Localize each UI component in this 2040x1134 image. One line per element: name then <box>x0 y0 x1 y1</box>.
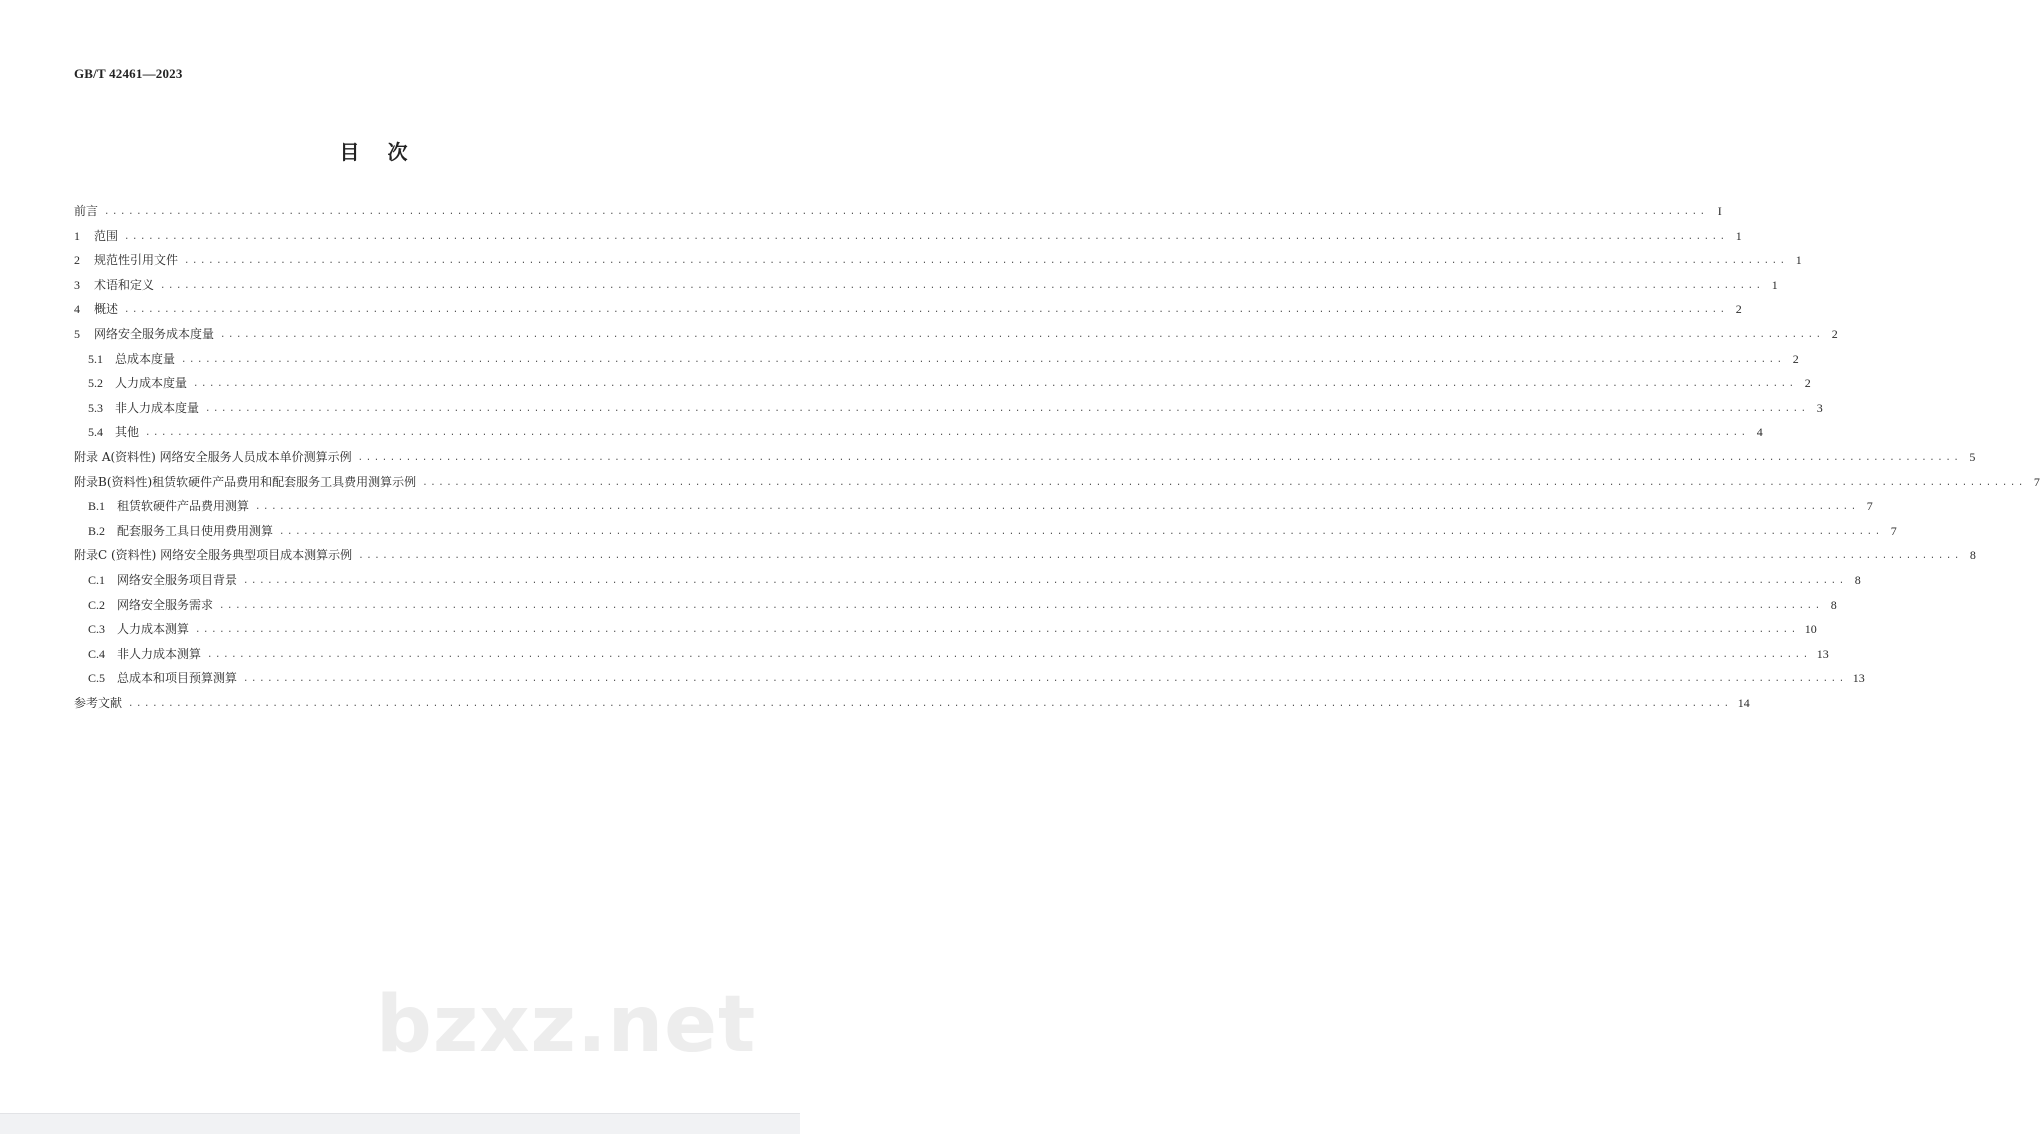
toc-entry-number: C.3 <box>88 622 106 637</box>
toc-entry-page: 8 <box>1854 572 1861 587</box>
toc-dot-leader: ........................................................................................................................................................................................................ <box>160 280 1764 291</box>
toc-entry-label: 人力成本度量 <box>115 376 188 391</box>
toc-entry-page: I <box>1717 204 1722 218</box>
toc-dot-leader: ........................................................................................................................................................................................................ <box>128 698 1732 709</box>
toc-dot-leader: ........................................................................................................................................................................................................ <box>422 477 2026 488</box>
toc-entry-page: 8 <box>1830 597 1837 612</box>
toc-entry-page: 1 <box>1795 253 1802 268</box>
toc-entry-number: 3 <box>74 277 80 292</box>
toc-entry[interactable] <box>74 300 1742 325</box>
toc-entry[interactable] <box>74 325 1838 350</box>
viewer-bottom-bar <box>0 1113 800 1134</box>
toc-entry-number: 5.3 <box>88 400 103 415</box>
toc-dot-leader: ........................................................................................................................................................................................................ <box>195 625 1799 636</box>
toc-dot-leader: ........................................................................................................................................................................................................ <box>181 354 1785 365</box>
toc-entry[interactable] <box>74 276 1778 301</box>
toc-dot-leader: ........................................................................................................................................................................................................ <box>358 551 1962 562</box>
toc-entry-page: 13 <box>1816 646 1829 661</box>
toc-entry[interactable] <box>74 374 1811 399</box>
toc-entry-number: 1 <box>74 228 80 243</box>
toc-entry-label: 规范性引用文件 <box>94 253 179 268</box>
toc-dot-leader: ........................................................................................................................................................................................................ <box>205 403 1809 414</box>
toc-dot-leader: ........................................................................................................................................................................................................ <box>243 674 1847 685</box>
toc-title: 目次 <box>339 140 436 164</box>
toc-dot-leader: ........................................................................................................................................................................................................ <box>104 207 1708 217</box>
toc-entry-page: 7 <box>1890 523 1897 538</box>
toc-entry-page: 2 <box>1792 351 1799 366</box>
toc-entry-page: 7 <box>2033 474 2040 489</box>
toc-entry[interactable] <box>74 694 1750 719</box>
toc-entry-number: 4 <box>74 302 80 317</box>
toc-entry-label: 前言 <box>74 204 99 218</box>
toc-entry-label: 附录C (资料性) 网络安全服务典型项目成本测算示例 <box>74 548 353 563</box>
toc-entry-label: 附录B(资料性)租赁软硬件产品费用和配套服务工具费用测算示例 <box>74 474 417 489</box>
toc-entry-label: 网络安全服务需求 <box>117 597 214 612</box>
toc-dot-leader: ........................................................................................................................................................................................................ <box>193 379 1797 390</box>
toc-entry[interactable] <box>74 202 1722 227</box>
toc-entry-label: 非人力成本测算 <box>117 646 202 661</box>
toc-entry-number: C.4 <box>88 646 106 661</box>
document-code: GB/T 42461—2023 <box>74 66 183 81</box>
toc-entry[interactable] <box>74 423 1763 448</box>
toc-entry-number: 2 <box>74 253 80 268</box>
toc-entry-page: 2 <box>1804 376 1811 391</box>
toc-entry-page: 14 <box>1737 695 1750 710</box>
toc-entry-number: C.1 <box>88 572 106 587</box>
toc-entry-number: B.1 <box>88 499 106 514</box>
toc-dot-leader: ........................................................................................................................................................................................................ <box>145 428 1749 439</box>
toc-entry[interactable] <box>74 571 1861 596</box>
toc-entry[interactable] <box>74 350 1799 375</box>
toc-entry-label: 概述 <box>94 302 119 317</box>
toc-entry-label: 附录 A(资料性) 网络安全服务人员成本单价测算示例 <box>74 449 352 464</box>
toc-entry[interactable] <box>74 522 1897 547</box>
toc-entry-page: 5 <box>1969 449 1976 464</box>
toc-dot-leader: ........................................................................................................................................................................................................ <box>357 452 1962 463</box>
toc-entry[interactable] <box>74 645 1829 670</box>
toc-dot-leader: ........................................................................................................................................................................................................ <box>124 305 1728 316</box>
toc-entry[interactable] <box>74 473 2040 498</box>
toc-entry[interactable] <box>74 227 1742 252</box>
toc-entry-label: 网络安全服务项目背景 <box>117 572 238 587</box>
toc-entry-label: 总成本和项目预算测算 <box>117 671 238 686</box>
toc-entry-number: C.2 <box>88 597 106 612</box>
toc-entry[interactable] <box>74 546 1976 571</box>
toc-dot-leader: ........................................................................................................................................................................................................ <box>124 231 1728 242</box>
toc-entry-label: 非人力成本度量 <box>115 400 200 415</box>
toc-dot-leader: ........................................................................................................................................................................................................ <box>220 329 1824 340</box>
toc-entry-label: 参考文献 <box>74 695 123 710</box>
toc-dot-leader: ........................................................................................................................................................................................................ <box>207 649 1811 660</box>
toc-entry-page: 4 <box>1756 425 1763 440</box>
toc-entry-number: B.2 <box>88 523 106 538</box>
toc-entry-page: 2 <box>1735 302 1742 317</box>
toc-entry-label: 总成本度量 <box>115 351 176 366</box>
toc-dot-leader: ........................................................................................................................................................................................................ <box>255 502 1859 513</box>
toc-entry[interactable] <box>74 251 1802 276</box>
toc-entry-page: 8 <box>1969 548 1976 563</box>
toc-entry-number: 5 <box>74 326 80 341</box>
toc-entry-label: 其他 <box>115 425 140 440</box>
toc-entry-label: 术语和定义 <box>94 277 155 292</box>
toc-entry[interactable] <box>74 620 1817 645</box>
watermark: bzxz.net <box>376 980 757 1070</box>
toc-dot-leader: ........................................................................................................................................................................................................ <box>243 575 1847 586</box>
toc-entry[interactable] <box>74 596 1837 621</box>
toc-dot-leader: ........................................................................................................................................................................................................ <box>184 256 1788 267</box>
toc-entry[interactable] <box>74 399 1823 424</box>
toc-entry-label: 配套服务工具日使用费用测算 <box>117 523 274 538</box>
table-of-contents <box>74 202 2040 718</box>
toc-entry-number: 5.4 <box>88 425 103 440</box>
toc-entry-page: 13 <box>1852 671 1865 686</box>
toc-entry-page: 1 <box>1771 277 1778 292</box>
toc-entry-page: 2 <box>1831 326 1838 341</box>
toc-entry[interactable] <box>74 497 1873 522</box>
toc-entry-label: 网络安全服务成本度量 <box>94 326 215 341</box>
toc-dot-leader: ........................................................................................................................................................................................................ <box>279 526 1883 537</box>
toc-entry[interactable] <box>74 669 1865 694</box>
toc-entry-number: 5.2 <box>88 376 103 391</box>
toc-entry-label: 范围 <box>94 228 119 243</box>
toc-entry-page: 3 <box>1816 400 1823 415</box>
toc-entry-label: 人力成本测算 <box>117 622 190 637</box>
toc-entry-number: C.5 <box>88 671 106 686</box>
toc-entry-label: 租赁软硬件产品费用测算 <box>117 499 250 514</box>
toc-entry-page: 10 <box>1804 622 1817 637</box>
toc-dot-leader: ........................................................................................................................................................................................................ <box>219 600 1823 611</box>
toc-entry-number: 5.1 <box>88 351 103 366</box>
toc-entry[interactable] <box>74 448 1976 473</box>
toc-entry-page: 7 <box>1866 499 1873 514</box>
toc-entry-page: 1 <box>1735 228 1742 243</box>
